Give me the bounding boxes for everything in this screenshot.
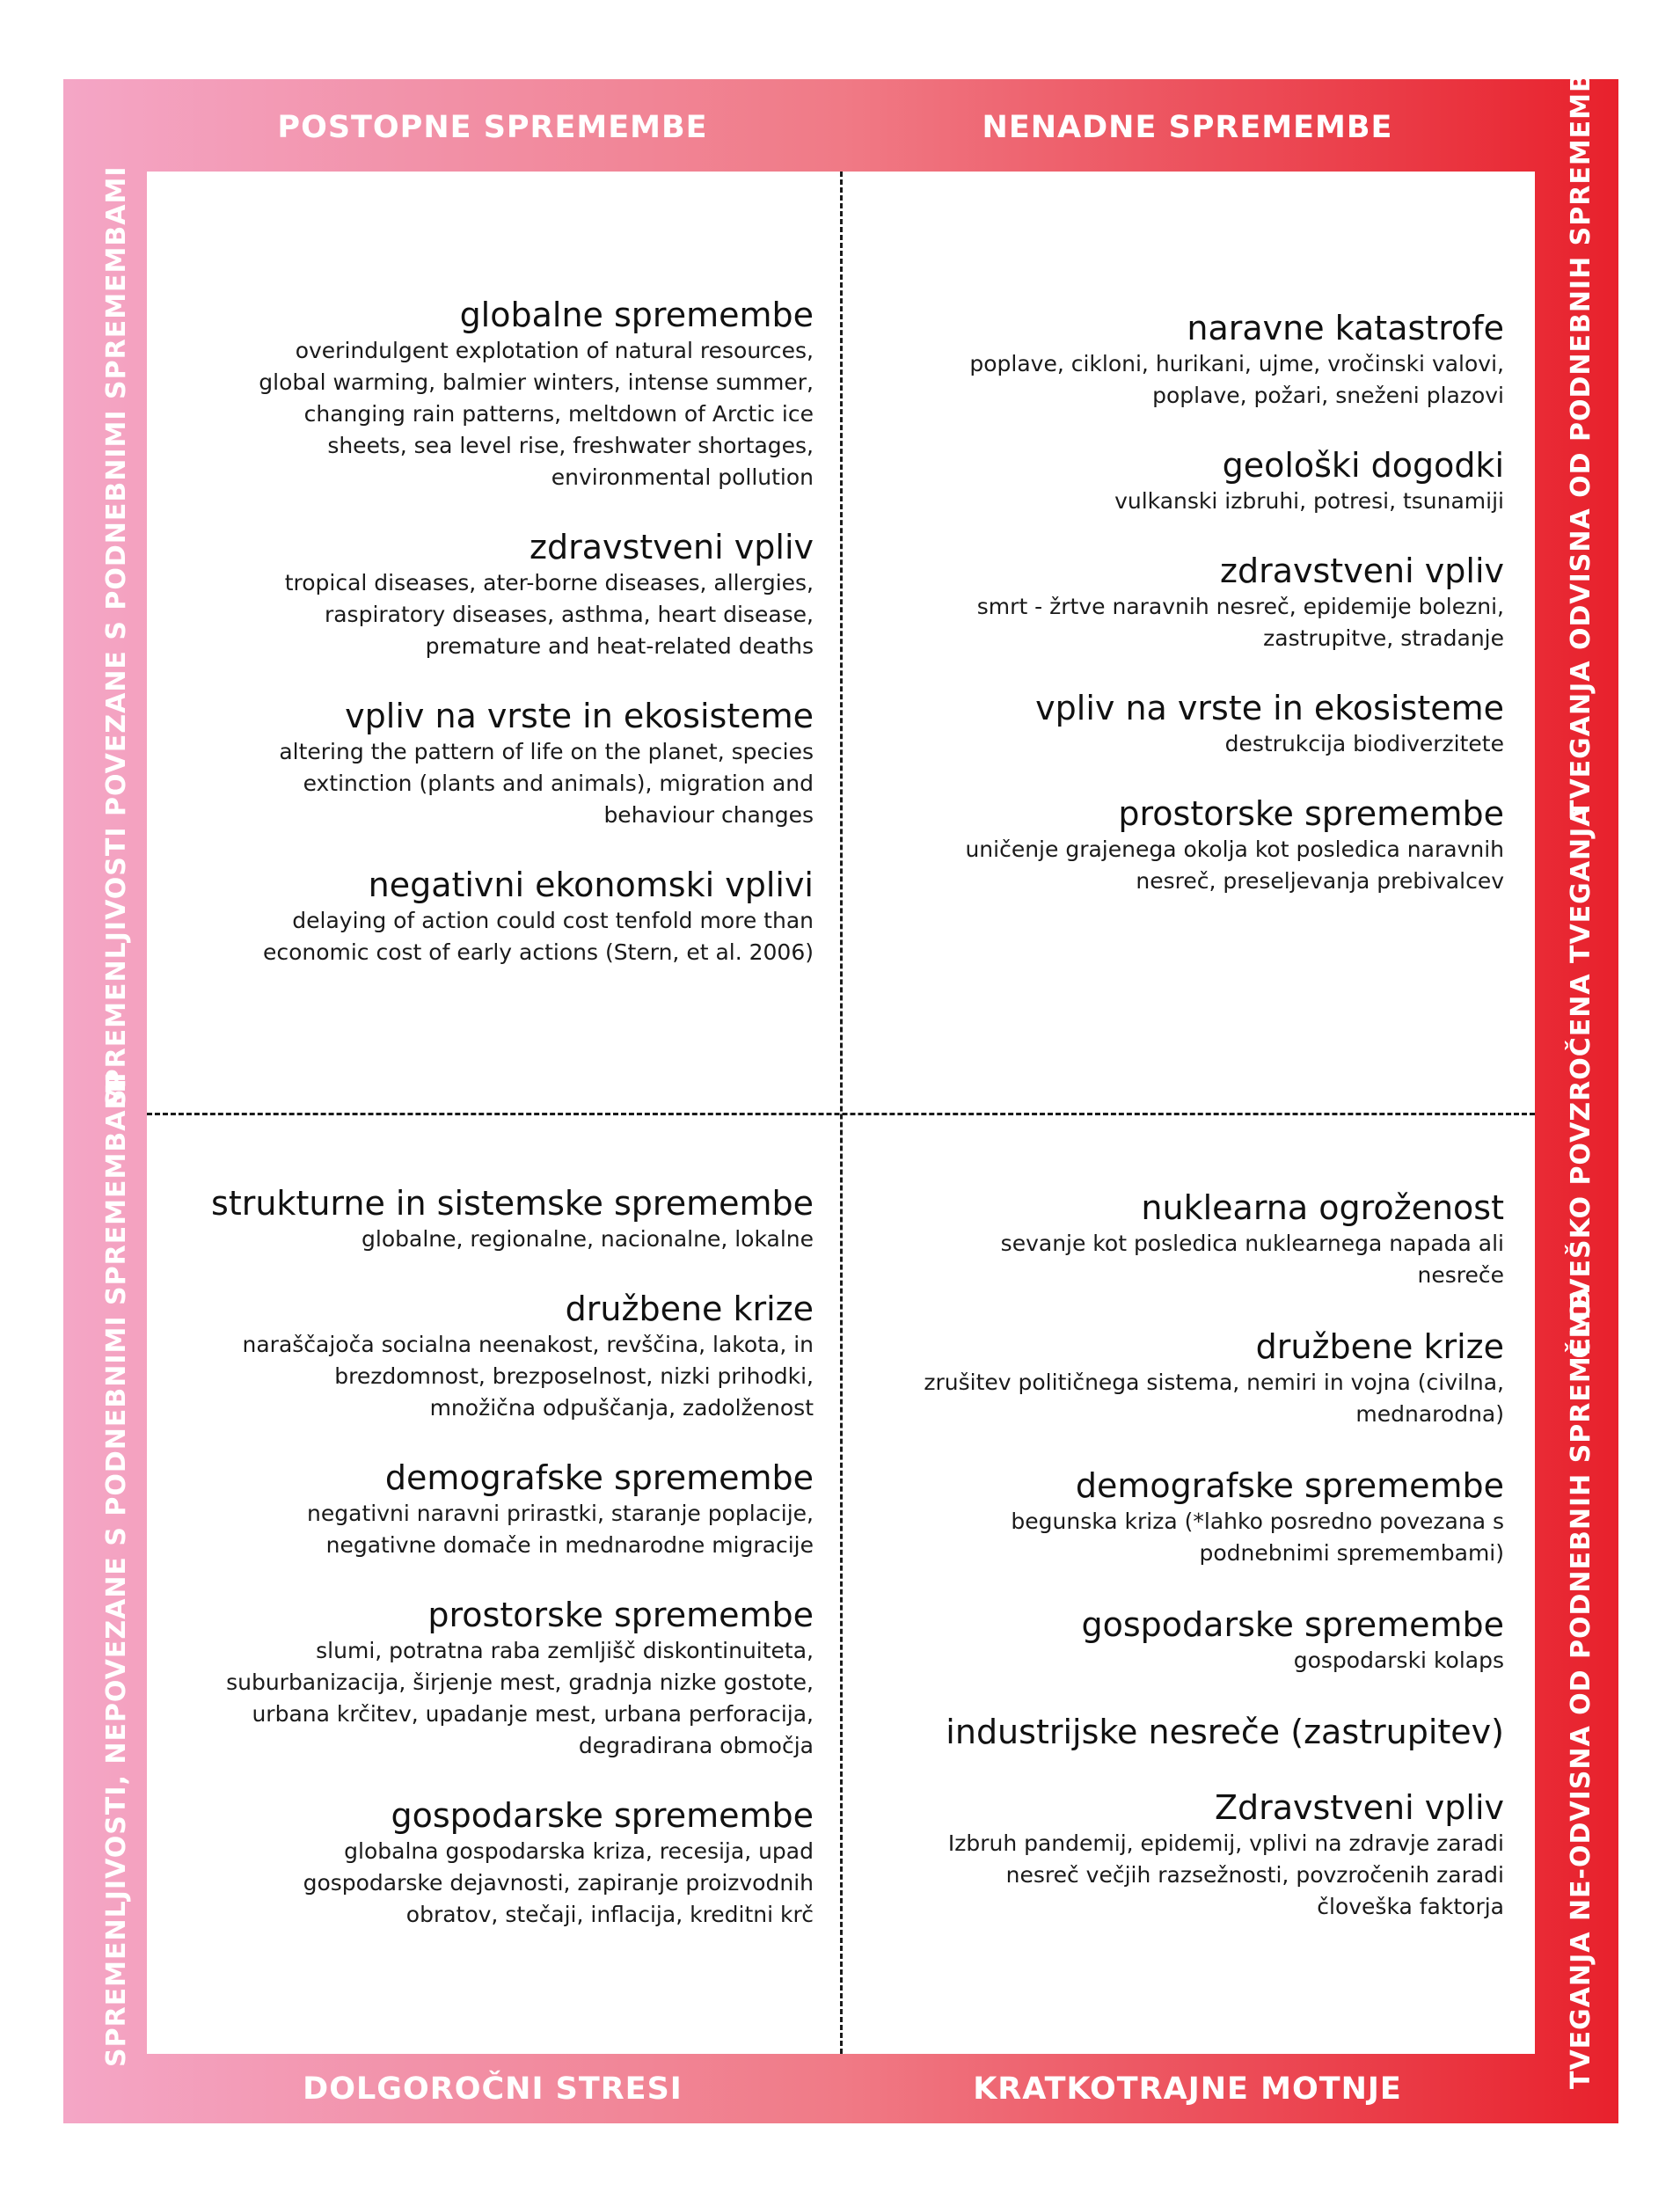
risk-item-description-line: nesreče bbox=[1417, 1262, 1504, 1288]
risk-item-title: demografske spremembe bbox=[1075, 1466, 1504, 1505]
risk-item-title: vpliv na vrste in ekosisteme bbox=[345, 697, 814, 735]
risk-item-description-line: changing rain patterns, meltdown of Arctic ice bbox=[303, 401, 814, 427]
risk-item-title: naravne katastrofe bbox=[1187, 309, 1504, 347]
risk-item bbox=[176, 295, 814, 493]
risk-item-description-line: nesreč večjih razsežnosti, povzročenih zaradi bbox=[1005, 1862, 1504, 1888]
risk-item-description-line: uničenje grajenega okolja kot posledica naravnih bbox=[965, 836, 1504, 862]
bottom-right-label: KRATKOTRAJNE MOTNJE bbox=[973, 2071, 1402, 2107]
risk-item-title: demografske spremembe bbox=[384, 1458, 814, 1497]
risk-item bbox=[866, 308, 1504, 412]
quadrant-bottom-right bbox=[866, 1187, 1504, 1958]
risk-item-description-line: nesreč, preseljevanja prebivalcev bbox=[1136, 868, 1504, 894]
risk-item-description-line: gospodarski kolaps bbox=[1293, 1647, 1504, 1673]
risk-item-description-line: naraščajoča socialna neenakost, revščina, lakota, in bbox=[242, 1332, 814, 1357]
risk-item-description-line: poplave, cikloni, hurikani, ujme, vročinski valovi, bbox=[969, 351, 1504, 376]
risk-item bbox=[866, 1787, 1504, 1923]
risk-item bbox=[866, 1326, 1504, 1430]
risk-item bbox=[163, 1595, 814, 1762]
risk-item bbox=[176, 527, 814, 662]
risk-item-description-line: zastrupitve, stradanje bbox=[1263, 625, 1504, 651]
risk-item bbox=[866, 1604, 1504, 1677]
risk-item-description-line: destrukcija biodiverzitete bbox=[1224, 731, 1504, 756]
risk-item-title: Zdravstveni vpliv bbox=[1214, 1788, 1504, 1827]
risk-item-description-line: delaying of action could cost tenfold more than bbox=[292, 908, 814, 933]
risk-item-description-line: suburbanizacija, širjenje mest, gradnja nizke gostote, bbox=[226, 1669, 814, 1695]
right-top-label: TVEGANJA ODVISNA OD PODNEBNIH SPREMEMB bbox=[1566, 71, 1596, 818]
risk-item-description-line: premature and heat-related deaths bbox=[425, 633, 814, 659]
risk-item bbox=[866, 1712, 1504, 1752]
risk-item-title: zdravstveni vpliv bbox=[530, 528, 814, 566]
risk-item-description-line: environmental pollution bbox=[551, 464, 814, 490]
risk-item-title: gospodarske spremembe bbox=[1081, 1605, 1504, 1644]
risk-item bbox=[163, 1289, 814, 1424]
risk-item-description-line: smrt - žrtve naravnih nesreč, epidemije bolezni, bbox=[976, 594, 1504, 619]
quadrant-bottom-left bbox=[163, 1183, 814, 1964]
top-left-label: POSTOPNE SPREMEMBE bbox=[277, 110, 708, 145]
risk-item-description-line: tropical diseases, ater-borne diseases, allergies, bbox=[284, 570, 814, 595]
risk-item bbox=[866, 1187, 1504, 1291]
risk-item-description-line: raspiratory diseases, asthma, heart disease, bbox=[324, 602, 814, 627]
risk-item bbox=[163, 1457, 814, 1561]
risk-item-title: prostorske spremembe bbox=[427, 1596, 814, 1634]
horizontal-divider bbox=[147, 1113, 1535, 1115]
risk-item bbox=[866, 1465, 1504, 1569]
risk-item-description-line: človeška faktorja bbox=[1317, 1894, 1504, 1919]
risk-item-description-line: behaviour changes bbox=[603, 802, 814, 828]
risk-item-description-line: economic cost of early actions (Stern, et al. 2006) bbox=[262, 939, 814, 965]
risk-item-description-line: Izbruh pandemij, epidemij, vplivi na zdravje zaradi bbox=[947, 1830, 1504, 1856]
risk-item-description-line: negativne domače in mednarodne migracije bbox=[325, 1532, 814, 1558]
left-bottom-label: SPREMENLJIVOSTI, NEPOVEZANE S PODNEBNIMI SPREMEMBAMI bbox=[101, 1071, 132, 2067]
risk-item-title: vpliv na vrste in ekosisteme bbox=[1035, 689, 1504, 727]
risk-item-description-line: mednarodna) bbox=[1355, 1401, 1504, 1427]
risk-item-title: globalne spremembe bbox=[459, 296, 814, 334]
risk-item bbox=[176, 696, 814, 831]
risk-item-title: družbene krize bbox=[1255, 1327, 1504, 1366]
risk-item bbox=[866, 793, 1504, 897]
quadrant-top-left bbox=[176, 295, 814, 1002]
risk-item bbox=[866, 551, 1504, 654]
left-top-label: SPREMENLJIVOSTI POVEZANE S PODNEBNIMI SPREMEMBAMI bbox=[101, 165, 132, 1108]
risk-item-description-line: extinction (plants and animals), migration and bbox=[303, 771, 814, 796]
risk-item-title: zdravstveni vpliv bbox=[1220, 552, 1504, 590]
risk-item-description-line: negativni naravni prirastki, staranje poplacije, bbox=[307, 1501, 814, 1526]
risk-item-description-line: poplave, požari, sneženi plazovi bbox=[1152, 383, 1504, 408]
risk-item-description-line: urbana krčitev, upadanje mest, urbana perforacija, bbox=[252, 1701, 814, 1727]
risk-item-description-line: brezdomnost, brezposelnost, nizki prihodki, bbox=[334, 1363, 814, 1389]
risk-item-description-line: globalna gospodarska kriza, recesija, upad bbox=[344, 1838, 814, 1864]
risk-item bbox=[866, 445, 1504, 517]
bottom-left-label: DOLGOROČNI STRESI bbox=[303, 2071, 683, 2107]
risk-item-description-line: degradirana območja bbox=[578, 1733, 814, 1758]
risk-item-title: negativni ekonomski vplivi bbox=[368, 866, 814, 904]
risk-item bbox=[163, 1795, 814, 1931]
risk-item-description-line: gospodarske dejavnosti, zapiranje proizvodnih bbox=[303, 1870, 814, 1896]
risk-item-description-line: obratov, stečaji, inflacija, kreditni krč bbox=[405, 1902, 814, 1927]
risk-item-description-line: zrušitev političnega sistema, nemiri in vojna (civilna, bbox=[924, 1370, 1504, 1395]
risk-item-title: geološki dogodki bbox=[1222, 446, 1504, 485]
risk-item-description-line: globalne, regionalne, nacionalne, lokalne bbox=[362, 1226, 814, 1252]
risk-item-description-line: vulkanski izbruhi, potresi, tsunamiji bbox=[1114, 488, 1504, 514]
risk-item-title: industrijske nesreče (zastrupitev) bbox=[946, 1713, 1504, 1751]
risk-item-title: družbene krize bbox=[565, 1289, 814, 1328]
risk-item-title: nuklearna ogroženost bbox=[1141, 1188, 1504, 1227]
right-middle-label: ČLOVEŠKO POVZROČENA TVEGANJA bbox=[1566, 805, 1596, 1359]
risk-item bbox=[163, 1183, 814, 1255]
risk-item-description-line: slumi, potratna raba zemljišč diskontinuiteta, bbox=[316, 1638, 814, 1663]
risk-item-description-line: altering the pattern of life on the planet, species bbox=[279, 739, 814, 764]
risk-item-title: gospodarske spremembe bbox=[391, 1796, 814, 1835]
risk-item bbox=[866, 688, 1504, 760]
risk-item-description-line: podnebnimi spremembami) bbox=[1199, 1540, 1504, 1566]
risk-item-description-line: množična odpuščanja, zadolženost bbox=[429, 1395, 814, 1421]
risk-item-description-line: sevanje kot posledica nuklearnega napada ali bbox=[1000, 1231, 1504, 1256]
quadrant-top-right bbox=[866, 308, 1504, 931]
risk-item bbox=[176, 865, 814, 968]
risk-item-title: prostorske spremembe bbox=[1118, 794, 1504, 833]
risk-item-description-line: sheets, sea level rise, freshwater shortages, bbox=[327, 433, 814, 458]
top-right-label: NENADNE SPREMEMBE bbox=[982, 110, 1393, 145]
risk-item-description-line: overindulgent explotation of natural resources, bbox=[295, 338, 814, 363]
risk-item-description-line: begunska kriza (*lahko posredno povezana s bbox=[1011, 1509, 1504, 1534]
right-bottom-label: TVEGANJA NE-ODVISNA OD PODNEBNIH SPREMEMB bbox=[1566, 1289, 1596, 2089]
risk-item-title: strukturne in sistemske spremembe bbox=[211, 1184, 814, 1223]
risk-item-description-line: global warming, balmier winters, intense summer, bbox=[259, 369, 814, 395]
